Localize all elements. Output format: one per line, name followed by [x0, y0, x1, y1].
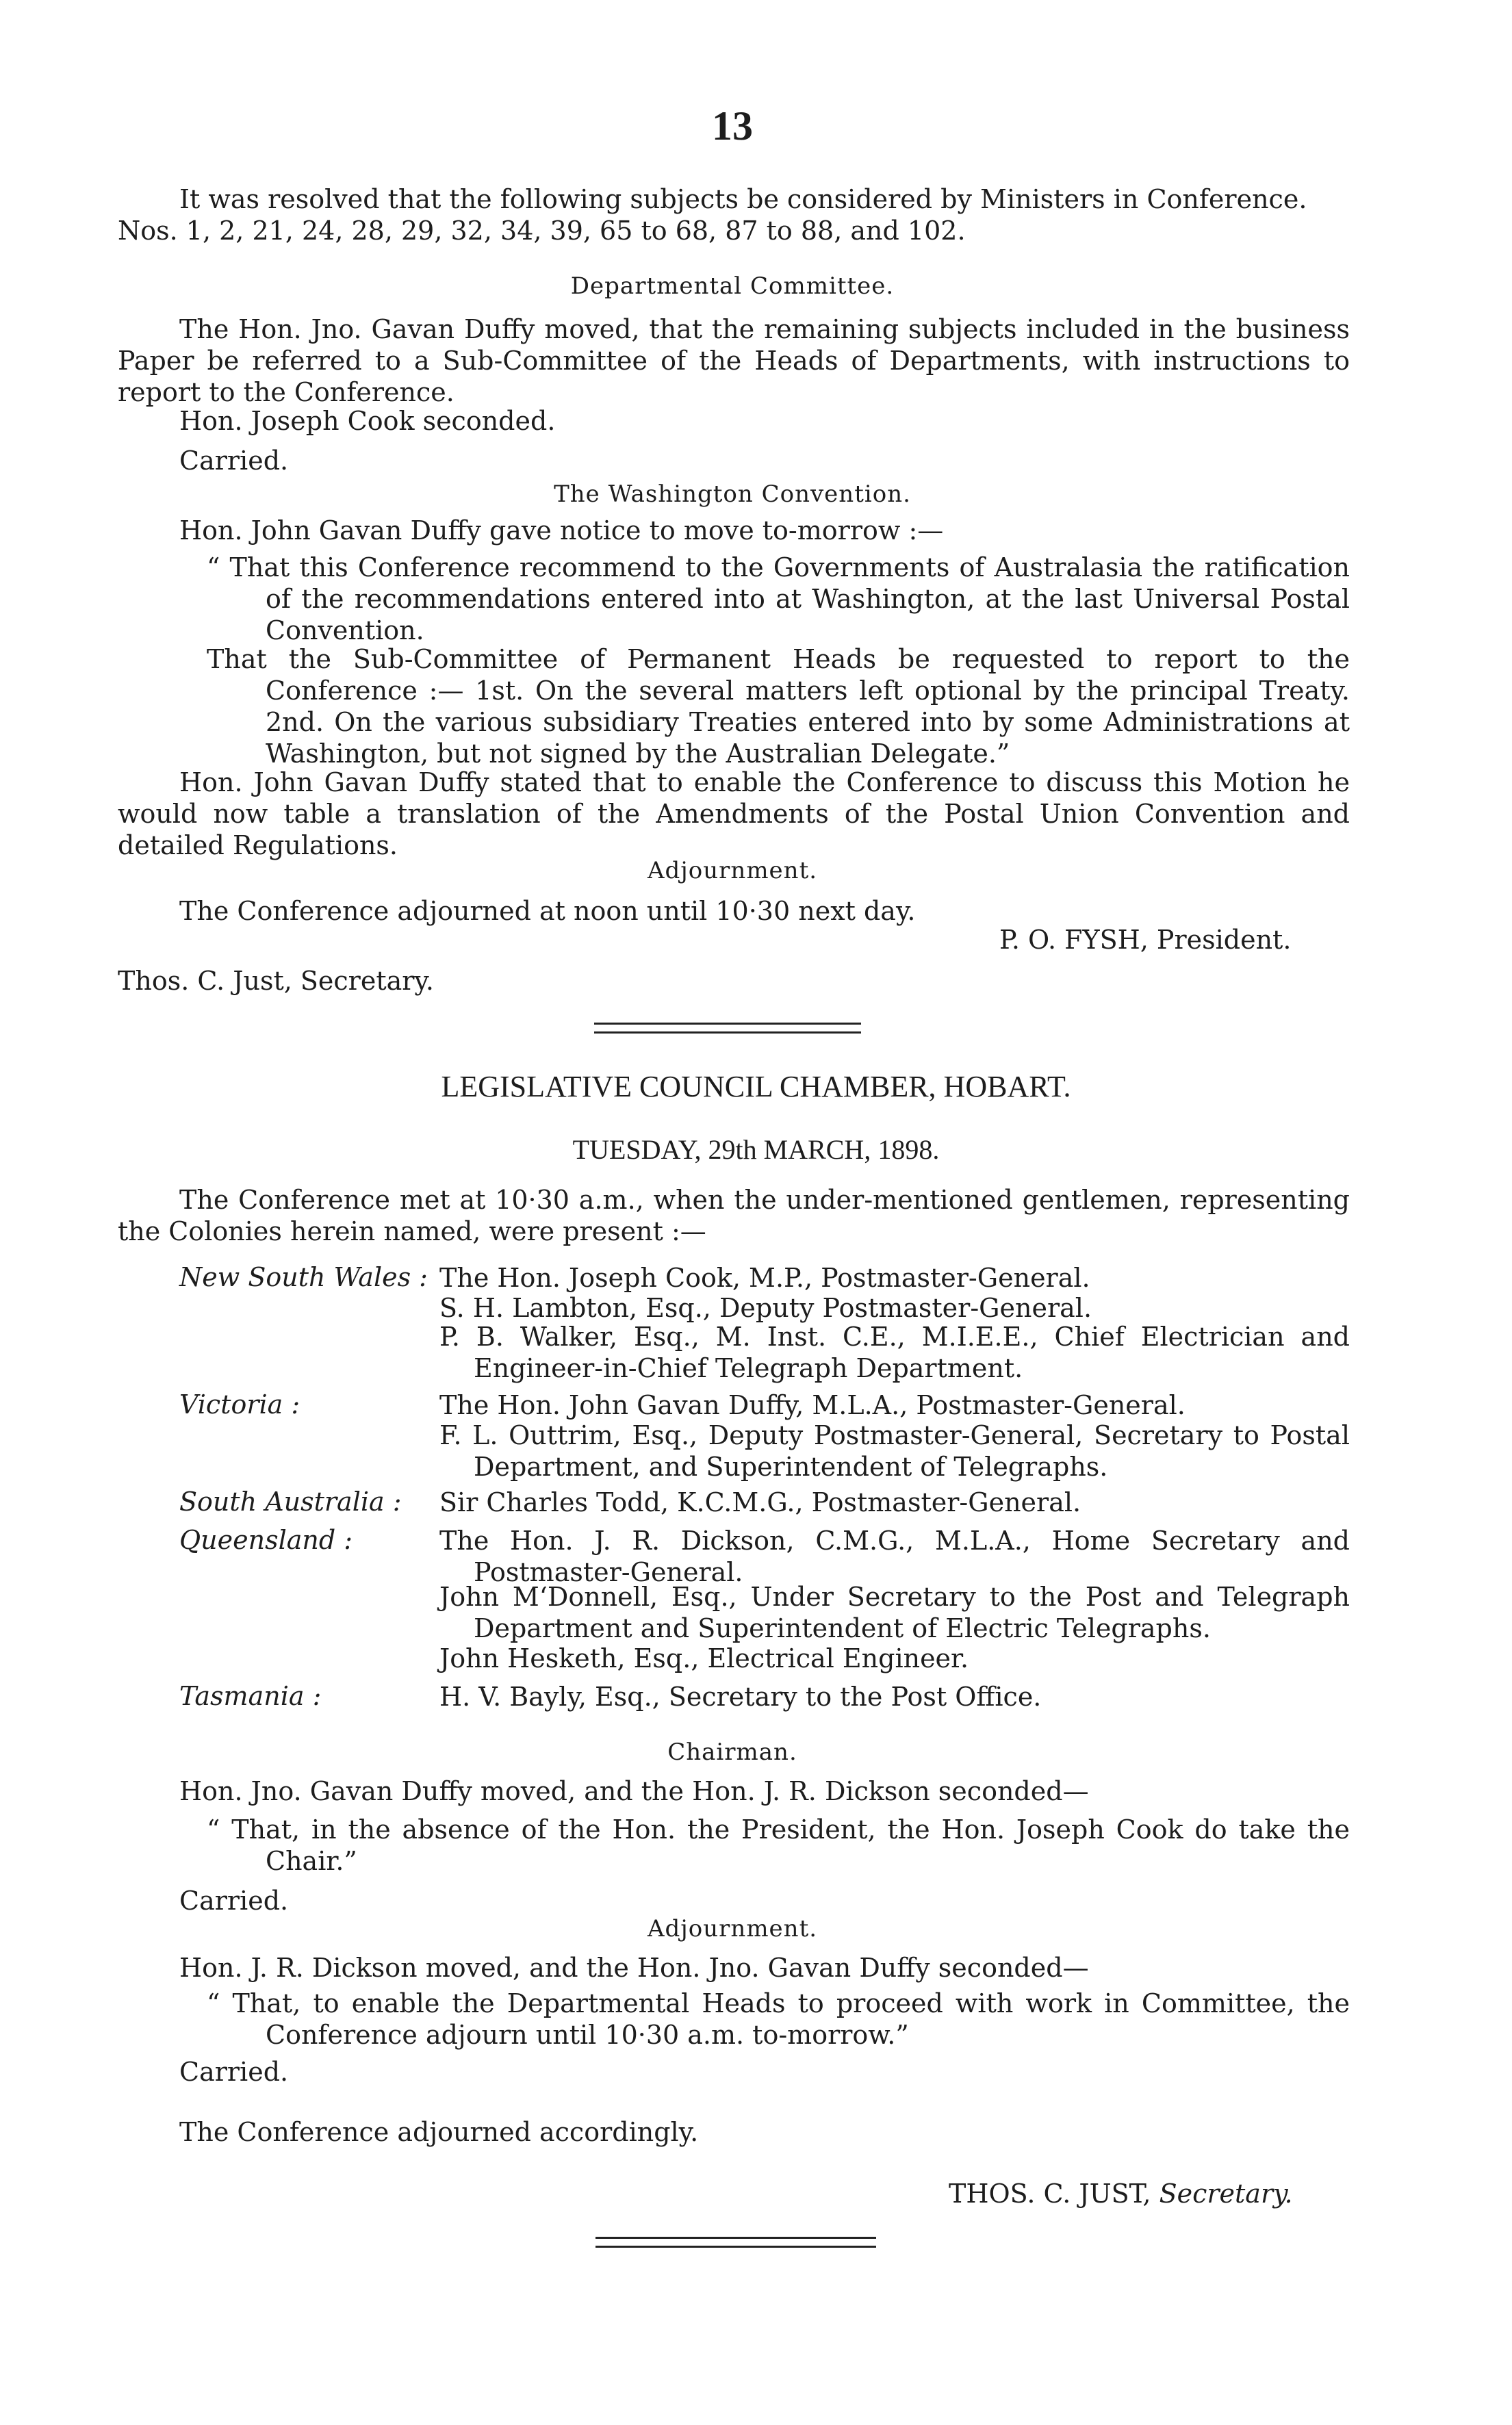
session-date: TUESDAY, 29th MARCH, 1898.: [572, 1134, 940, 1165]
colony-name: Victoria :: [179, 1389, 300, 1420]
washington-quote-2: That the Sub-Committee of Permanent Heads be requested to report to the Conference :— 1st. On the several matters left optional by the principal Treaty. 2nd. On the various subsidiary Treaties entered into by some Administrations at Washington, but not signed by the Australian Delegate.”: [207, 644, 1350, 769]
washington-statement: Hon. John Gavan Duffy stated that to enable the Conference to discuss this Motion he would now table a translation of the Amendments of the Postal Union Convention and detailed Regulations.: [118, 767, 1350, 860]
section-divider-2: [595, 2237, 876, 2248]
chairman-carried: Carried.: [179, 1886, 289, 1916]
member-entry: P. B. Walker, Esq., M. Inst. C.E., M.I.E.E., Chief Electrician and Engineer-in-Chief Telegraph Department.: [439, 1322, 1350, 1383]
heading-chairman: Chairman.: [667, 1738, 797, 1766]
member-entry: F. L. Outtrim, Esq., Deputy Postmaster-General, Secretary to Postal Department, and Superintendent of Telegraphs.: [439, 1420, 1350, 1482]
session-intro: The Conference met at 10·30 a.m., when the under-mentioned gentlemen, representing the Colonies herein named, were present :—: [118, 1185, 1350, 1246]
signature-name: THOS. C. JUST,: [949, 2179, 1151, 2209]
heading-departmental-committee: Departmental Committee.: [570, 272, 895, 300]
colony-name: South Australia :: [179, 1487, 402, 1517]
secretary-signature-1: Thos. C. Just, Secretary.: [118, 966, 434, 996]
member-entry: The Hon. Joseph Cook, M.P., Postmaster-General.: [439, 1263, 1090, 1293]
section-divider-1: [594, 1023, 861, 1034]
departmental-committee-carried: Carried.: [179, 446, 289, 476]
heading-adjournment-1: Adjournment.: [647, 857, 818, 884]
member-entry: The Hon. J. R. Dickson, C.M.G., M.L.A., Home Secretary and Postmaster-General.: [439, 1526, 1350, 1587]
adjournment-2-final: The Conference adjourned accordingly.: [179, 2117, 699, 2147]
colony-name: Tasmania :: [179, 1681, 322, 1711]
colony-name: Queensland :: [179, 1525, 353, 1555]
washington-quote-1: “ That this Conference recommend to the Governments of Australasia the ratification of the recommendations entered into at Washington, at the last Universal Postal Convention.: [207, 552, 1350, 645]
washington-notice: Hon. John Gavan Duffy gave notice to move to-morrow :—: [179, 515, 944, 546]
secretary-signature-2: [949, 2178, 1293, 2209]
president-signature: P. O. FYSH, President.: [999, 925, 1292, 955]
resolution-line-1: It was resolved that the following subjects be considered by Ministers in Conference.: [179, 184, 1307, 214]
page-number: 13: [712, 103, 753, 149]
adjournment-2-carried: Carried.: [179, 2057, 289, 2087]
signature-title: Secretary.: [1159, 2179, 1293, 2209]
heading-washington-convention: The Washington Convention.: [554, 480, 911, 508]
member-entry: John Hesketh, Esq., Electrical Engineer.: [439, 1643, 969, 1673]
departmental-committee-motion: The Hon. Jno. Gavan Duffy moved, that the remaining subjects included in the business Paper be referred to a Sub-Committee of the Heads of Departments, with instructions to report to the Conference.: [118, 314, 1350, 407]
member-entry: S. H. Lambton, Esq., Deputy Postmaster-General.: [439, 1293, 1092, 1323]
member-entry: H. V. Bayly, Esq., Secretary to the Post Office.: [439, 1682, 1042, 1712]
heading-adjournment-2: Adjournment.: [647, 1915, 818, 1942]
chairman-quote: “ That, in the absence of the Hon. the President, the Hon. Joseph Cook do take the Chair.”: [207, 1814, 1350, 1876]
departmental-committee-seconded: Hon. Joseph Cook seconded.: [179, 406, 556, 436]
chairman-motion: Hon. Jno. Gavan Duffy moved, and the Hon. J. R. Dickson seconded—: [179, 1776, 1089, 1806]
adjournment-2-motion: Hon. J. R. Dickson moved, and the Hon. Jno. Gavan Duffy seconded—: [179, 1953, 1089, 1983]
member-entry: Sir Charles Todd, K.C.M.G., Postmaster-General.: [439, 1487, 1081, 1517]
colony-name: New South Wales :: [179, 1262, 428, 1292]
session-place: LEGISLATIVE COUNCIL CHAMBER, HOBART.: [441, 1070, 1071, 1103]
member-entry: The Hon. John Gavan Duffy, M.L.A., Postmaster-General.: [439, 1390, 1186, 1420]
adjournment-1-text: The Conference adjourned at noon until 10·30 next day.: [179, 896, 916, 926]
member-entry: John M‘Donnell, Esq., Under Secretary to the Post and Telegraph Department and Superintendent of Electric Telegraphs.: [439, 1582, 1350, 1643]
resolution-line-2: Nos. 1, 2, 21, 24, 28, 29, 32, 34, 39, 65 to 68, 87 to 88, and 102.: [118, 216, 966, 246]
adjournment-2-quote: “ That, to enable the Departmental Heads to proceed with work in Committee, the Conference adjourn until 10·30 a.m. to-morrow.”: [207, 1988, 1350, 2050]
